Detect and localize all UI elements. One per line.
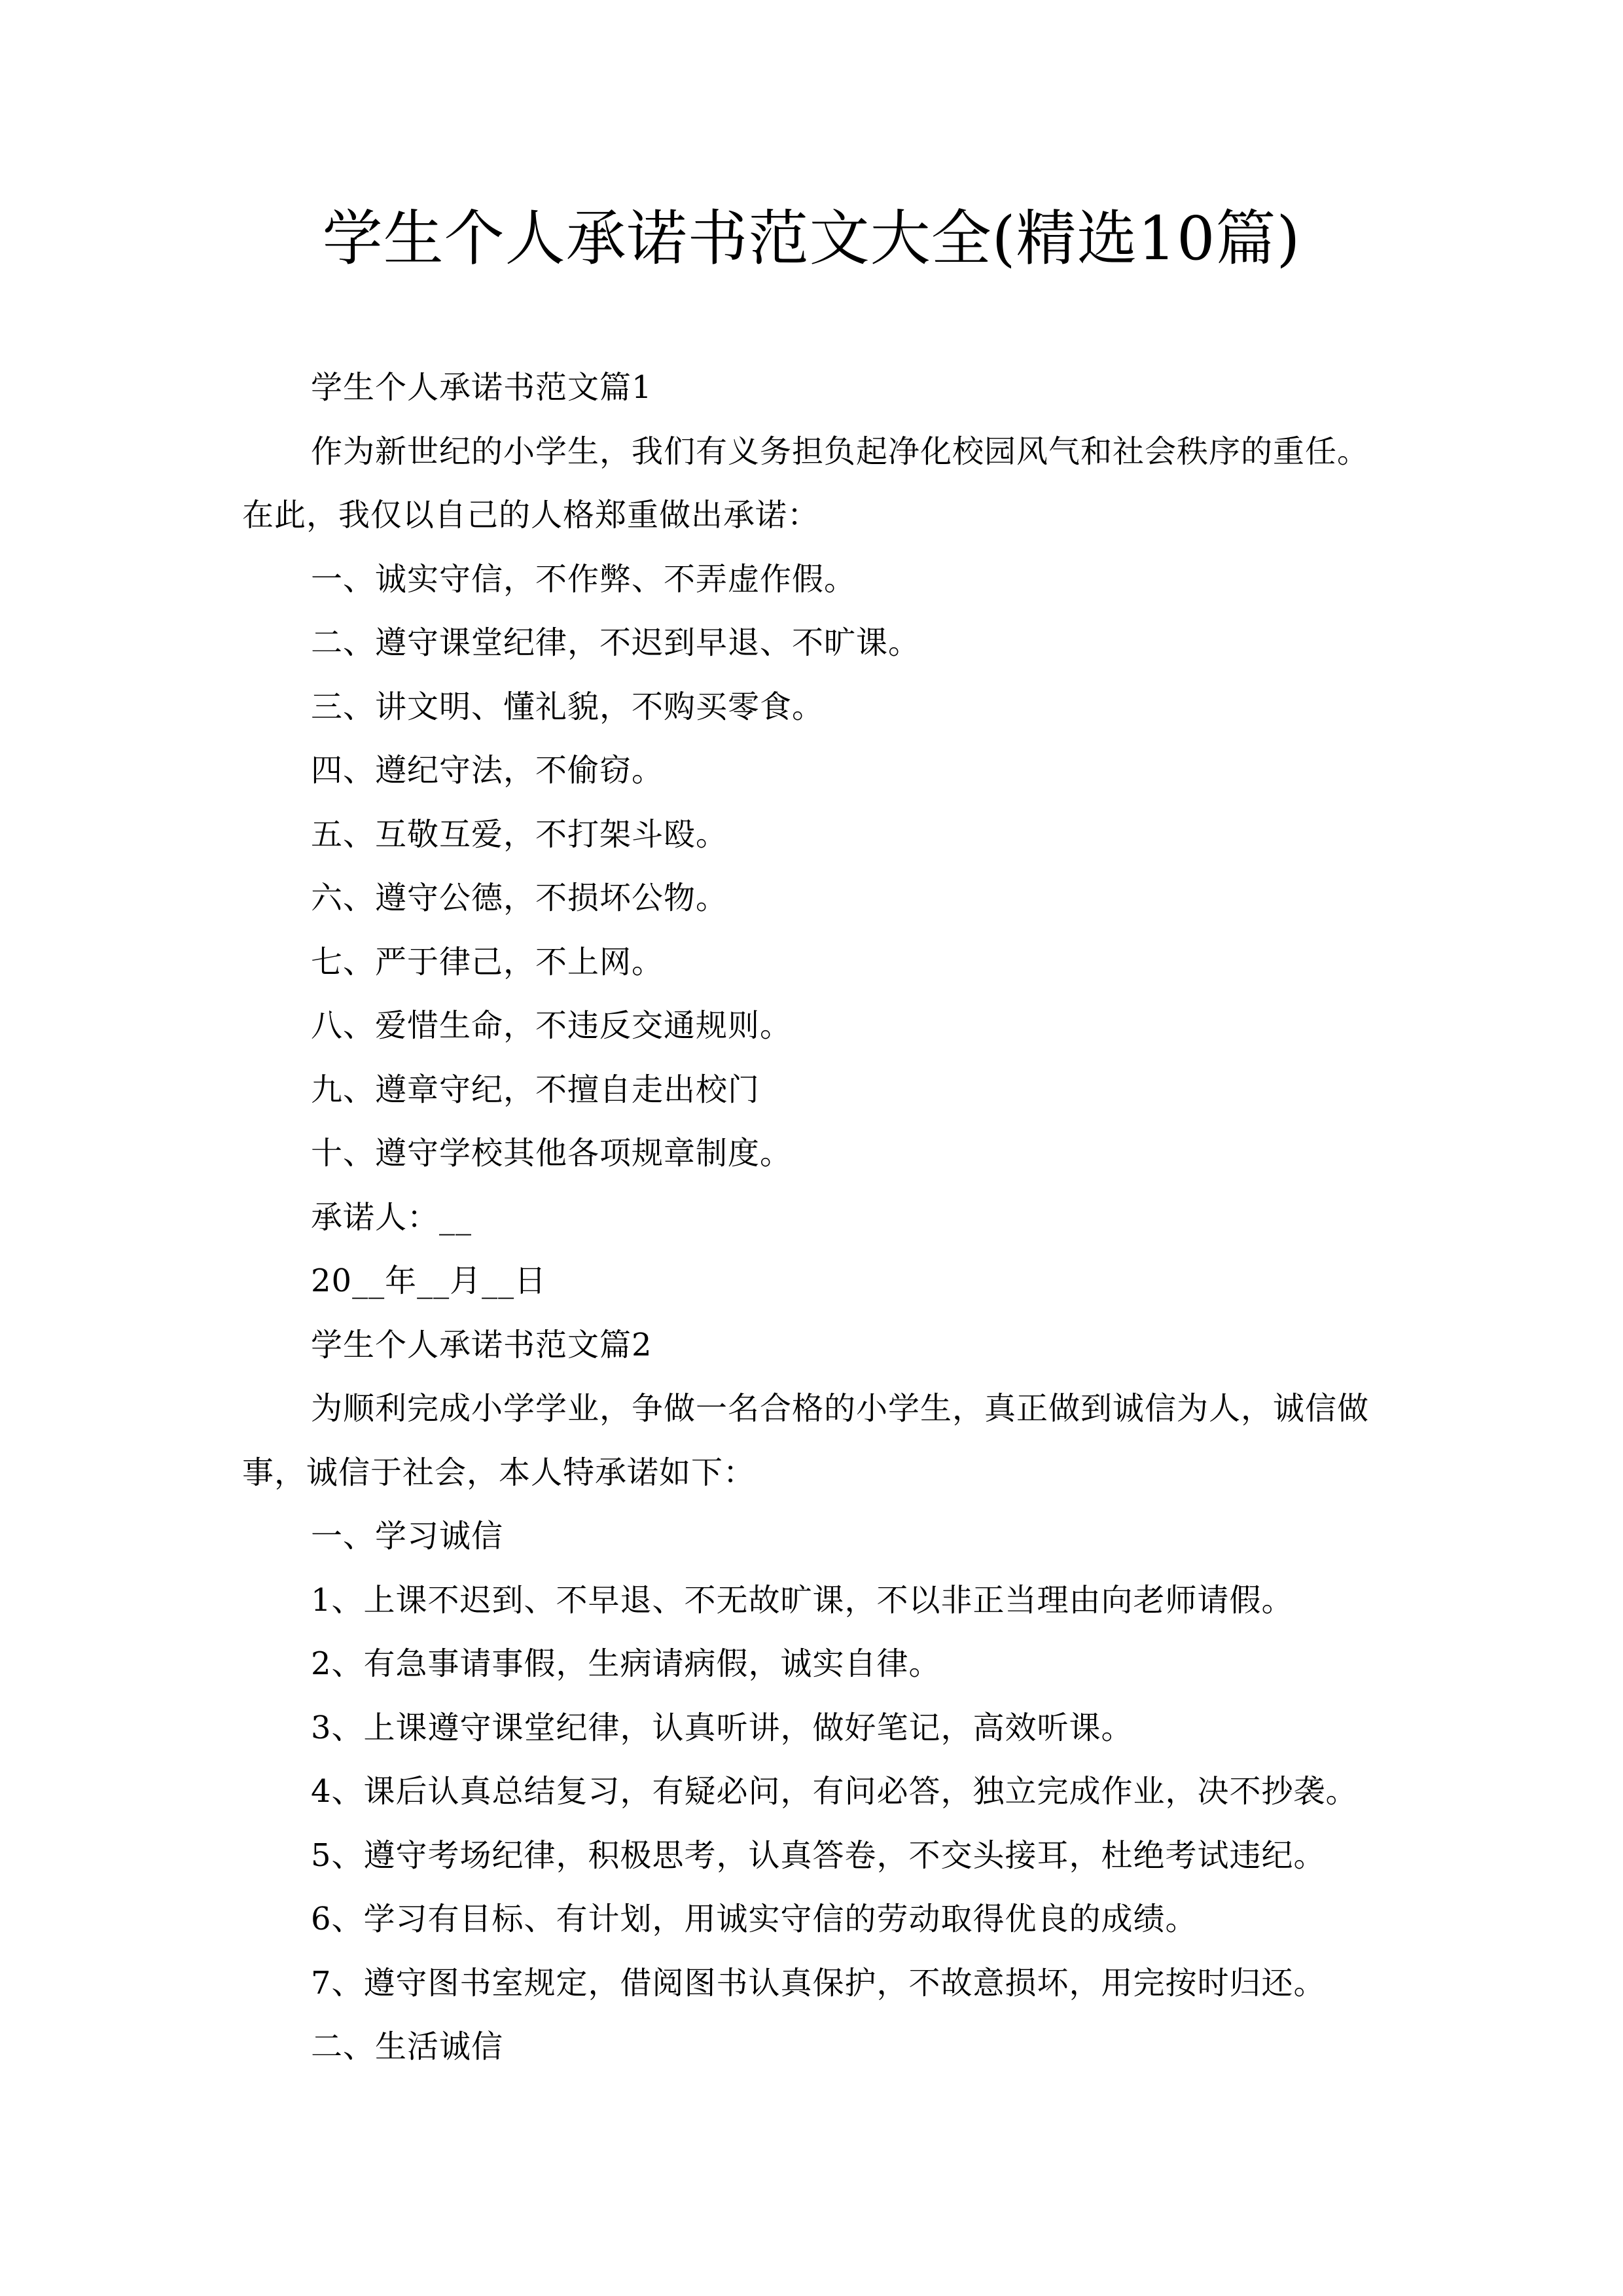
subheading-study-integrity: 一、学习诚信: [311, 1518, 504, 1554]
pledge-item: 三、讲文明、懂礼貌，不购买零食。: [311, 688, 825, 725]
study-item: 1、上课不迟到、不早退、不无故旷课，不以非正当理由向老师请假。: [311, 1581, 1294, 1619]
paragraph-line: 在此，我仅以自己的人格郑重做出承诺：: [242, 497, 820, 533]
subheading-life-integrity: 二、生活诚信: [311, 2028, 504, 2065]
study-item: 7、遵守图书室规定，借阅图书认真保护，不故意损坏，用完按时归还。: [311, 1964, 1326, 2001]
signer-line: 承诺人：__: [311, 1198, 473, 1236]
study-item: 3、上课遵守课堂纪律，认真听讲，做好笔记，高效听课。: [311, 1709, 1133, 1746]
section-heading-2: 学生个人承诺书范文篇2: [311, 1326, 652, 1363]
study-item: 5、遵守考场纪律，积极思考，认真答卷，不交头接耳，杜绝考试违纪。: [311, 1837, 1326, 1874]
paragraph-line: 作为新世纪的小学生，我们有义务担负起净化校园风气和社会秩序的重任。: [311, 433, 1370, 470]
pledge-item: 九、遵章守纪，不擅自走出校门: [311, 1071, 760, 1108]
pledge-item: 七、严于律己，不上网。: [311, 943, 664, 980]
pledge-item: 十、遵守学校其他各项规章制度。: [311, 1135, 793, 1172]
paragraph-line: 为顺利完成小学学业，争做一名合格的小学生，真正做到诚信为人，诚信做: [311, 1390, 1370, 1427]
pledge-item: 五、互敬互爱，不打架斗殴。: [311, 816, 728, 853]
pledge-item: 四、遵纪守法，不偷窃。: [311, 752, 664, 789]
paragraph-line: 事，诚信于社会，本人特承诺如下：: [242, 1454, 756, 1491]
pledge-item: 一、诚实守信，不作弊、不弄虚作假。: [311, 560, 857, 598]
study-item: 2、有急事请事假，生病请病假，诚实自律。: [311, 1645, 941, 1682]
study-item: 4、课后认真总结复习，有疑必问，有问必答，独立完成作业，决不抄袭。: [311, 1773, 1358, 1810]
section-heading-1: 学生个人承诺书范文篇1: [311, 369, 652, 406]
document-title: 学生个人承诺书范文大全(精选10篇): [322, 204, 1301, 274]
document-body: [242, 356, 1400, 2079]
study-item: 6、学习有目标、有计划，用诚实守信的劳动取得优良的成绩。: [311, 1901, 1198, 1937]
date-line: 20__年__月__日: [311, 1263, 547, 1299]
pledge-item: 二、遵守课堂纪律，不迟到早退、不旷课。: [311, 624, 921, 661]
pledge-item: 六、遵守公德，不损坏公物。: [311, 880, 728, 916]
pledge-item: 八、爱惜生命，不违反交通规则。: [311, 1007, 793, 1044]
